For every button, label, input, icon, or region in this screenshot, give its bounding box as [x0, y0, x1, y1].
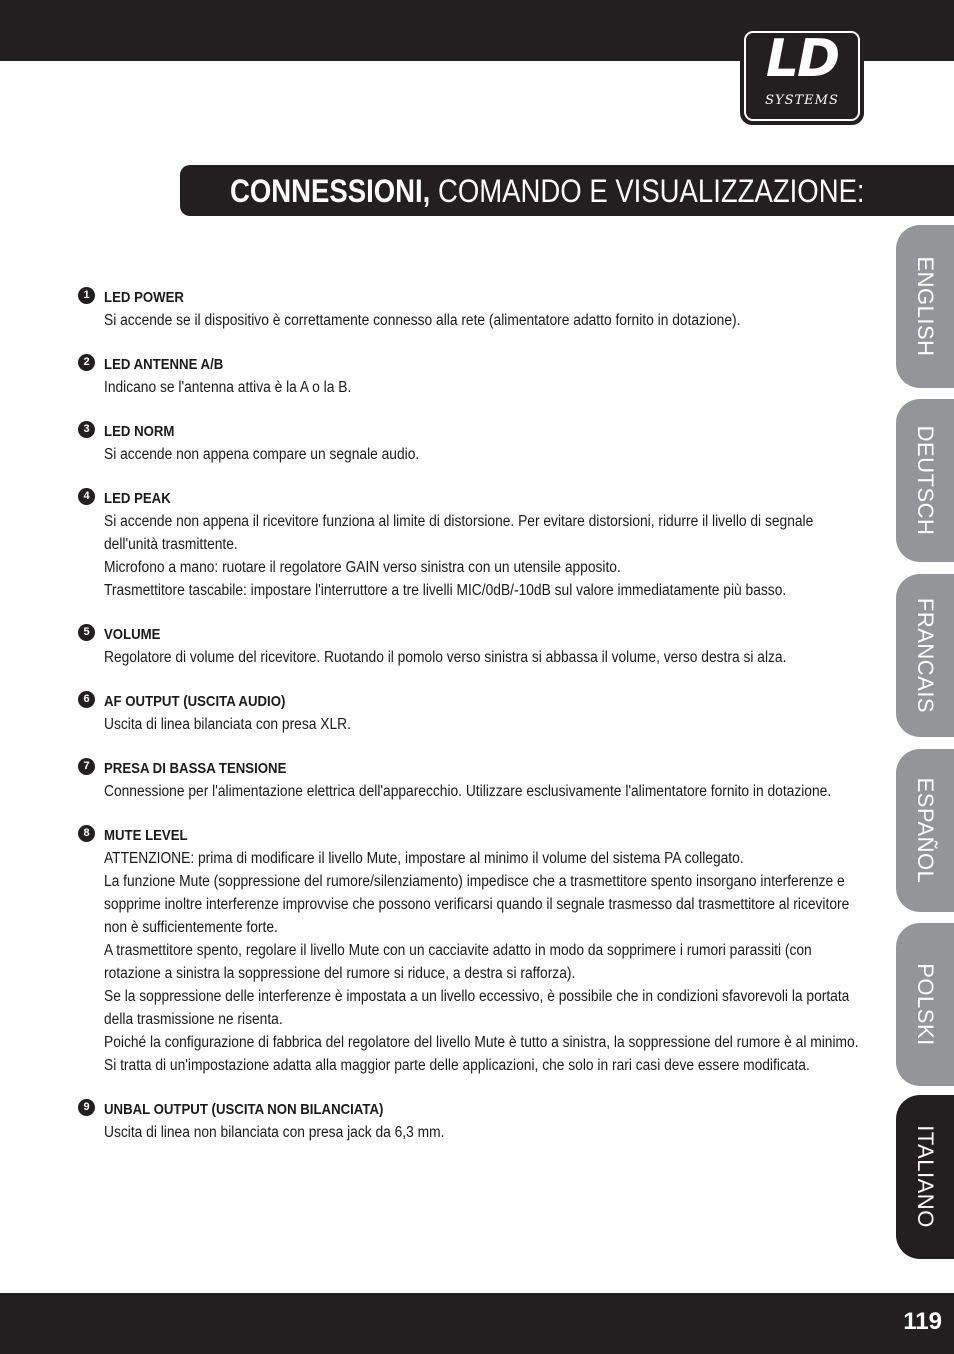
item-heading: PRESA DI BASSA TENSIONE — [104, 760, 287, 777]
item-heading: LED NORM — [104, 423, 175, 440]
item-number-badge: 4 — [78, 488, 95, 505]
item-text: ATTENZIONE: prima di modificare il livello Mute, impostare al minimo il volume del sistema PA collegato. — [104, 850, 744, 867]
logo-subtext: SYSTEMS — [765, 93, 839, 108]
page-title — [230, 173, 865, 209]
item-heading: AF OUTPUT (USCITA AUDIO) — [104, 693, 286, 710]
tab-deutsch[interactable] — [896, 399, 954, 562]
list-item — [76, 690, 876, 736]
item-text: Trasmettitore tascabile: impostare l'interruttore a tre livelli MIC/0dB/-10dB sul valore immediatamente più basso. — [104, 582, 787, 599]
item-heading: LED PEAK — [104, 490, 171, 507]
item-number-badge: 8 — [78, 825, 95, 842]
item-text: A trasmettitore spento, regolare il livello Mute con un cacciavite adatto in modo da sopprimere i rumori parassiti (con rotazione a sinistra la soppressione del rumore si riduce, a destra si rafforza). — [104, 942, 812, 982]
item-text: Uscita di linea non bilanciata con presa jack da 6,3 mm. — [104, 1124, 445, 1141]
item-heading: LED ANTENNE A/B — [104, 356, 224, 373]
item-text: Si accende se il dispositivo è correttamente connesso alla rete (alimentatore adatto fornito in dotazione). — [104, 312, 741, 329]
item-heading: MUTE LEVEL — [104, 827, 188, 844]
item-number-badge: 2 — [78, 354, 95, 371]
list-item — [76, 353, 876, 399]
tab-label: ENGLISH — [913, 256, 938, 357]
ld-systems-logo — [740, 27, 864, 125]
item-text: Si accende non appena il ricevitore funziona al limite di distorsione. Per evitare distorsioni, ridurre il livello di segnale dell'unità trasmittente. — [104, 513, 814, 553]
item-number-badge: 7 — [78, 758, 95, 775]
item-heading: VOLUME — [104, 626, 161, 643]
list-item — [76, 286, 876, 332]
item-heading: LED POWER — [104, 289, 184, 306]
item-number-badge: 6 — [78, 691, 95, 708]
item-heading: UNBAL OUTPUT (USCITA NON BILANCIATA) — [104, 1101, 384, 1118]
tab-polski[interactable] — [896, 923, 954, 1086]
tab-italiano[interactable] — [896, 1095, 954, 1259]
item-text: Si accende non appena compare un segnale audio. — [104, 446, 420, 463]
logo-mark: LD — [765, 29, 839, 89]
list-item — [76, 824, 876, 1077]
item-number-badge: 1 — [78, 287, 95, 304]
item-text: Se la soppressione delle interferenze è impostata a un livello eccessivo, è possibile che in condizioni sfavorevoli la portata della trasmissione ne risenta. — [104, 988, 850, 1028]
item-text: Connessione per l'alimentazione elettrica dell'apparecchio. Utilizzare esclusivamente l'alimentatore fornito in dotazione. — [104, 783, 832, 800]
connections-list — [76, 286, 876, 1165]
item-text: Microfono a mano: ruotare il regolatore GAIN verso sinistra con un utensile apposito. — [104, 559, 621, 576]
item-number-badge: 5 — [78, 624, 95, 641]
item-text: Poiché la configurazione di fabbrica del regolatore del livello Mute è tutto a sinistra, la soppressione del rumore è al minimo. Si tratta di un'impostazione adatta alla maggior parte delle applicazioni, che solo in rari casi deve essere modificata. — [104, 1034, 859, 1074]
list-item — [76, 757, 876, 803]
bottom-bar — [0, 1293, 954, 1354]
list-item — [76, 420, 876, 466]
tab-english[interactable] — [896, 225, 954, 388]
tab-espanol[interactable] — [896, 749, 954, 912]
page-title-band — [180, 165, 954, 216]
tab-label: DEUTSCH — [913, 425, 938, 536]
list-item — [76, 623, 876, 669]
tab-francais[interactable] — [896, 574, 954, 737]
tab-label: ITALIANO — [913, 1125, 938, 1228]
item-text: Regolatore di volume del ricevitore. Ruotando il pomolo verso sinistra si abbassa il volume, verso destra si alza. — [104, 649, 787, 666]
tab-label: ESPAÑOL — [913, 777, 938, 884]
item-number-badge: 3 — [78, 421, 95, 438]
page-title-strong: CONNESSIONI, — [230, 173, 431, 209]
page-title-light: COMANDO E VISUALIZZAZIONE: — [437, 173, 865, 209]
list-item — [76, 487, 876, 602]
item-number-badge: 9 — [78, 1099, 95, 1116]
page-number: 119 — [903, 1308, 942, 1335]
item-text: Uscita di linea bilanciata con presa XLR. — [104, 716, 351, 733]
tab-label: POLSKI — [913, 963, 938, 1046]
list-item — [76, 1098, 876, 1144]
item-text: Indicano se l'antenna attiva è la A o la B. — [104, 379, 352, 396]
tab-label: FRANCAIS — [913, 597, 938, 714]
item-text: La funzione Mute (soppressione del rumore/silenziamento) impedisce che a trasmettitore spento insorgano interferenze e sopprime inoltre interferenze improvvise che possono verificarsi quando il segnale trasmesso dal trasmettitore al ricevitore non è sufficientemente forte. — [104, 873, 850, 936]
